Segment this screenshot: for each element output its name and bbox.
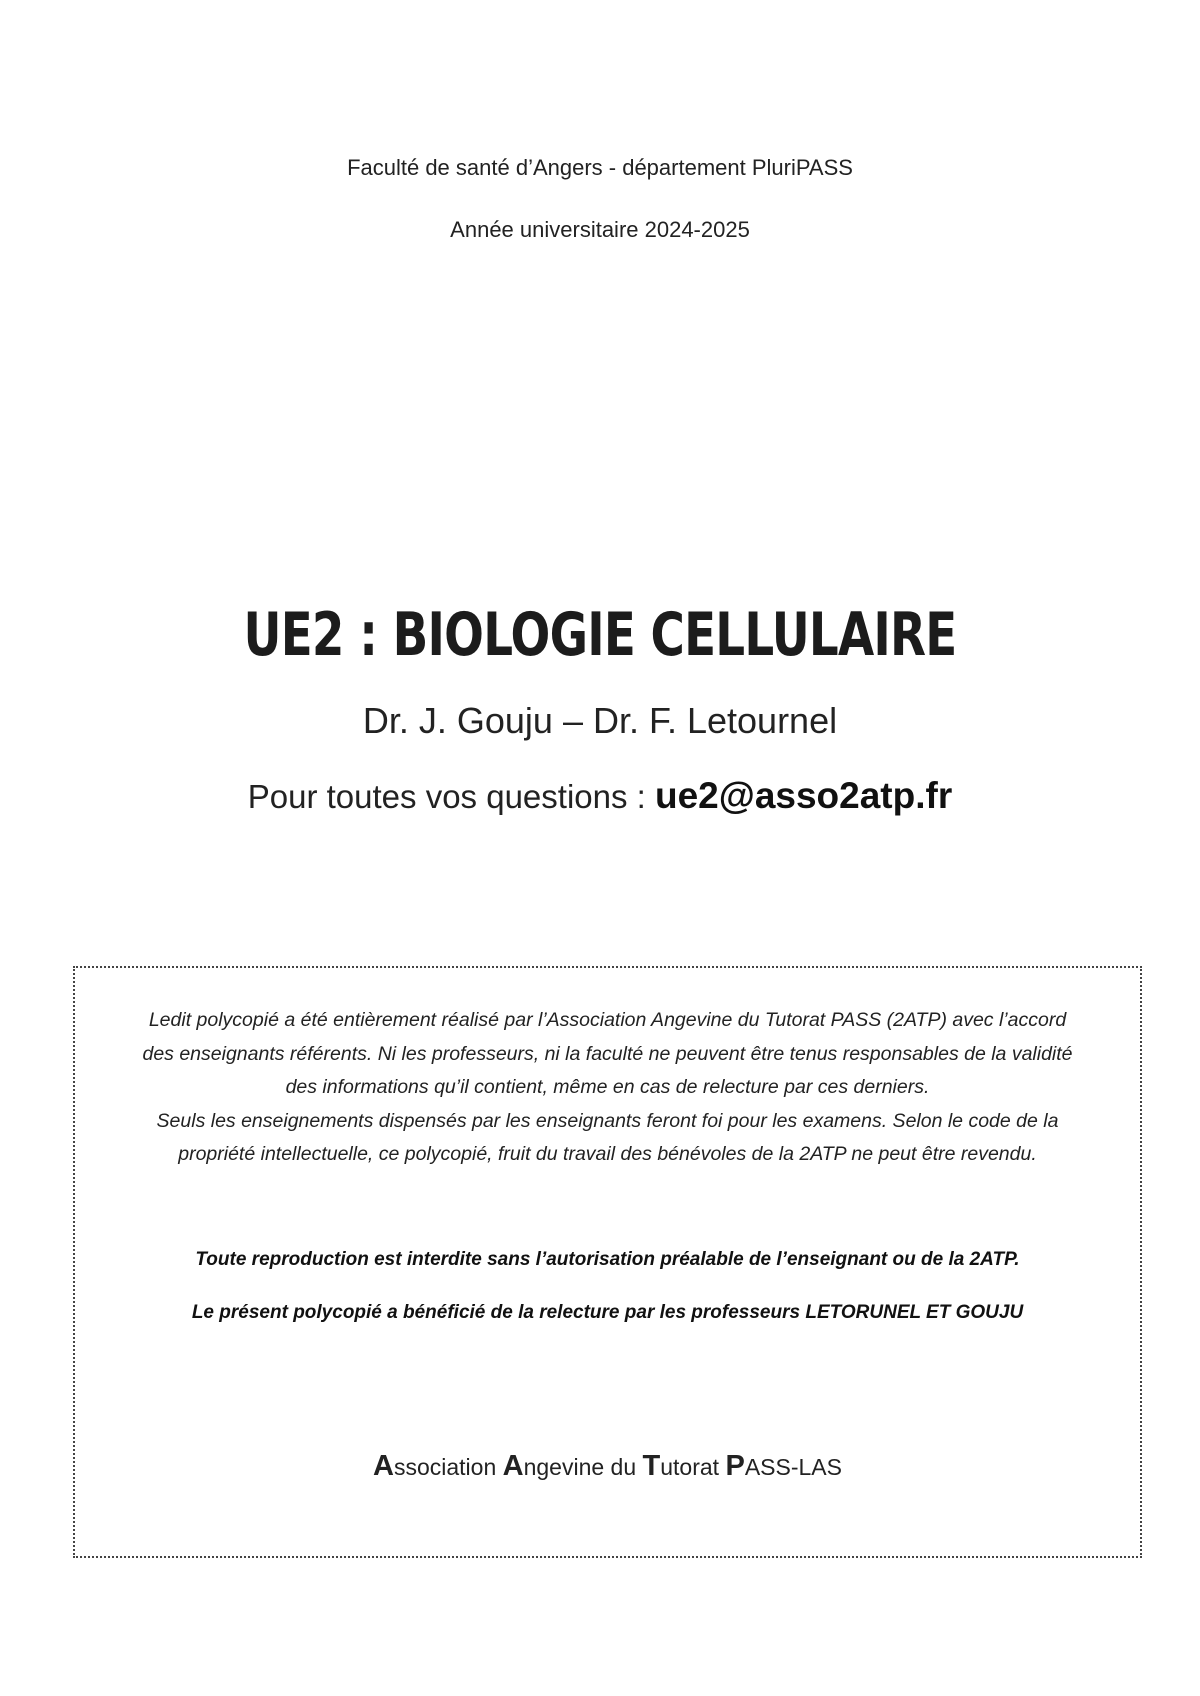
disclaimer-line: des informations qu’il contient, même en cas de relecture par ces derniers. <box>285 1076 930 1098</box>
academic-year-line: Année universitaire 2024-2025 <box>450 217 750 242</box>
course-title: UE2 : BIOLOGIE CELLULAIRE <box>243 600 957 670</box>
contact-email-link[interactable]: ue2@asso2atp.fr <box>654 775 953 816</box>
association-word-initial: A <box>502 1450 524 1482</box>
association-word-initial: P <box>725 1450 745 1482</box>
association-word-initial: T <box>642 1450 661 1482</box>
association-name <box>75 1450 1140 1483</box>
disclaimer-line: des enseignants référents. Ni les professeurs, ni la faculté ne peuvent être tenus responsables de la validité <box>142 1042 1073 1065</box>
contact-prefix: Pour toutes vos questions : <box>247 778 655 815</box>
association-word-rest: utorat <box>660 1454 726 1480</box>
disclaimer-line: Seuls les enseignements dispensés par les enseignants feront foi pour les examens. Selon le code de la <box>156 1109 1059 1132</box>
contact-line <box>0 775 1200 817</box>
association-word-rest: ssociation <box>393 1454 503 1480</box>
disclaimer-box <box>73 966 1142 1558</box>
association-word-rest: ngevine du <box>523 1454 643 1480</box>
disclaimer-paragraph <box>93 1004 1122 1172</box>
association-word-initial: A <box>373 1450 394 1482</box>
teachers-line: Dr. J. Gouju – Dr. F. Letournel <box>362 700 838 741</box>
disclaimer-line: Ledit polycopié a été entièrement réalisé par l’Association Angevine du Tutorat PASS (2ATP) avec l’accord <box>148 1009 1067 1031</box>
reproduction-notice: Toute reproduction est interdite sans l’autorisation préalable de l’enseignant ou de la 2ATP. <box>195 1249 1020 1270</box>
association-word-rest: ASS-LAS <box>744 1454 842 1480</box>
faculty-department-line: Faculté de santé d’Angers - département PluriPASS <box>347 155 853 180</box>
review-notice: Le présent polycopié a bénéficié de la relecture par les professeurs LETORUNEL ET GOUJU <box>191 1302 1024 1323</box>
disclaimer-line: propriété intellectuelle, ce polycopié, fruit du travail des bénévoles de la 2ATP ne peut être revendu. <box>178 1143 1037 1165</box>
